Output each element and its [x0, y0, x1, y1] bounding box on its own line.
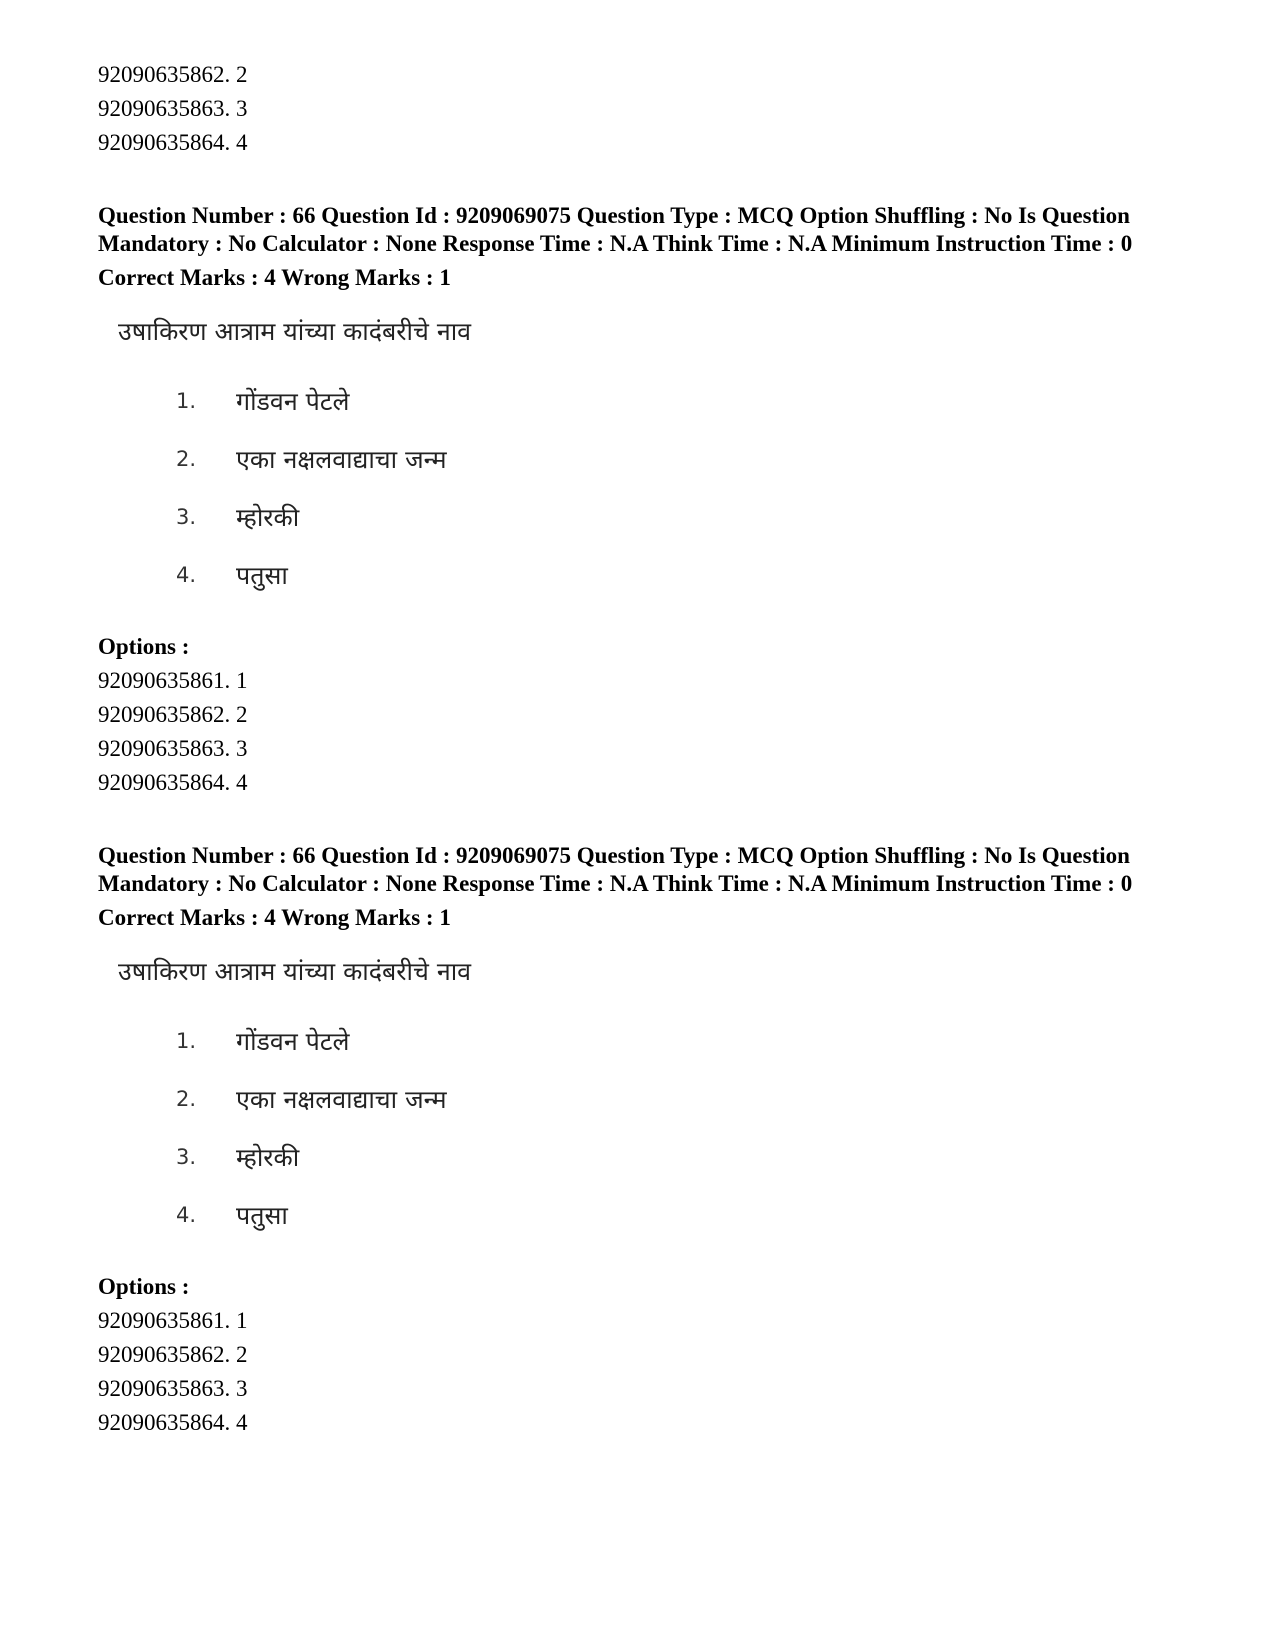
question-block: [98, 842, 1188, 1440]
question-block: [98, 202, 1188, 800]
question-meta: Question Number : 66 Question Id : 9209069075 Question Type : MCQ Option Shuffling : No Is Question Mandatory : No Calculator : None Response Time : N.A Think Time : N.A Minimum Instruction Time : 0: [98, 843, 1133, 896]
options-label: Options :: [98, 1274, 190, 1299]
option-line: 92090635864. 4: [98, 770, 248, 795]
choice-number: 2.: [176, 447, 197, 471]
options-label: Options :: [98, 634, 190, 659]
choice-number: 4.: [176, 1203, 197, 1227]
question-stem: उषाकिरण आत्राम यांच्या कादंबरीचे नाव: [118, 957, 472, 986]
question-content: [118, 954, 1188, 1244]
option-line: 92090635864. 4: [98, 1410, 248, 1435]
choice-text: पतुसा: [236, 1201, 288, 1230]
choice-number: 3.: [176, 1145, 197, 1169]
choice-text: पतुसा: [236, 561, 288, 590]
choice-number: 2.: [176, 1087, 197, 1111]
choice-item: [176, 1070, 1188, 1128]
option-line: 92090635862. 2: [98, 702, 248, 727]
choice-item: [176, 488, 1188, 546]
choice-text: गोंडवन पेटले: [236, 1027, 350, 1056]
options-list: [98, 1304, 1188, 1440]
choice-number: 4.: [176, 563, 197, 587]
option-line: 92090635862. 2: [98, 62, 248, 87]
question-marks: Correct Marks : 4 Wrong Marks : 1: [98, 905, 451, 930]
choice-item: [176, 546, 1188, 604]
question-meta: Question Number : 66 Question Id : 9209069075 Question Type : MCQ Option Shuffling : No Is Question Mandatory : No Calculator : None Response Time : N.A Think Time : N.A Minimum Instruction Time : 0: [98, 203, 1133, 256]
question-marks: Correct Marks : 4 Wrong Marks : 1: [98, 265, 451, 290]
option-line: 92090635863. 3: [98, 1376, 248, 1401]
question-content: [118, 314, 1188, 604]
option-line: 92090635863. 3: [98, 736, 248, 761]
options-list: [98, 664, 1188, 800]
choice-item: [176, 1012, 1188, 1070]
previous-options-list: [98, 58, 1188, 160]
option-line: 92090635864. 4: [98, 130, 248, 155]
choice-item: [176, 372, 1188, 430]
choice-item: [176, 430, 1188, 488]
choice-text: एका नक्षलवाद्याचा जन्म: [236, 445, 447, 474]
document-page: [98, 58, 1188, 1440]
option-line: 92090635862. 2: [98, 1342, 248, 1367]
choice-number: 3.: [176, 505, 197, 529]
choice-text: म्होरकी: [236, 503, 300, 532]
choice-text: गोंडवन पेटले: [236, 387, 350, 416]
choice-item: [176, 1128, 1188, 1186]
option-line: 92090635861. 1: [98, 1308, 248, 1333]
option-line: 92090635861. 1: [98, 668, 248, 693]
choice-text: म्होरकी: [236, 1143, 300, 1172]
choice-text: एका नक्षलवाद्याचा जन्म: [236, 1085, 447, 1114]
option-line: 92090635863. 3: [98, 96, 248, 121]
choice-item: [176, 1186, 1188, 1244]
question-stem: उषाकिरण आत्राम यांच्या कादंबरीचे नाव: [118, 317, 472, 346]
choice-number: 1.: [176, 1029, 197, 1053]
choice-number: 1.: [176, 389, 197, 413]
